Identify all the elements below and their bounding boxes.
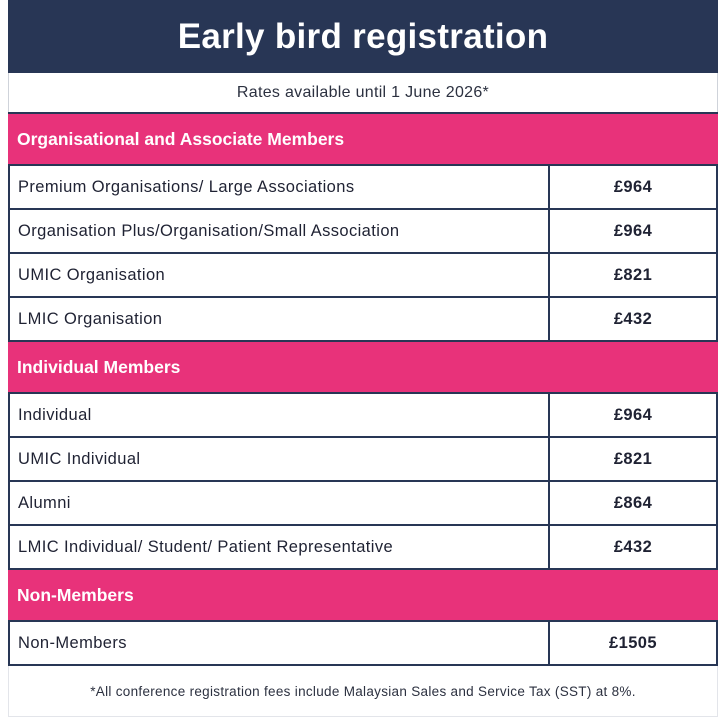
rates-availability-note: Rates available until 1 June 2026* (8, 73, 718, 112)
table-row (8, 436, 718, 480)
row-price: £1505 (609, 633, 657, 652)
row-price: £964 (613, 177, 653, 196)
row-price: £432 (613, 537, 653, 556)
table-row (8, 620, 718, 666)
table-row (8, 296, 718, 340)
section-individual-members: Individual Members (8, 340, 718, 392)
table-row (8, 208, 718, 252)
table-title: Early bird registration (8, 0, 718, 73)
section-non-members: Non-Members (8, 568, 718, 620)
table-row (8, 480, 718, 524)
row-price: £964 (613, 221, 653, 240)
row-price: £432 (613, 309, 653, 328)
row-price: £864 (613, 493, 653, 512)
row-label: Individual (10, 394, 550, 436)
table-row (8, 252, 718, 296)
row-price: £964 (613, 405, 653, 424)
row-label: Alumni (10, 482, 550, 524)
table-row (8, 392, 718, 436)
row-label: LMIC Individual/ Student/ Patient Representative (10, 526, 550, 568)
row-label: Premium Organisations/ Large Associations (10, 166, 550, 208)
table-row (8, 164, 718, 208)
table-row (8, 524, 718, 568)
row-label: LMIC Organisation (10, 298, 550, 340)
row-label: UMIC Individual (10, 438, 550, 480)
section-organisational-members: Organisational and Associate Members (8, 112, 718, 164)
row-label: Organisation Plus/Organisation/Small Association (10, 210, 550, 252)
row-label: UMIC Organisation (10, 254, 550, 296)
row-price: £821 (613, 449, 653, 468)
row-price: £821 (613, 265, 653, 284)
registration-table (8, 0, 718, 717)
row-label: Non-Members (10, 622, 550, 664)
tax-footnote: *All conference registration fees include Malaysian Sales and Service Tax (SST) at 8%. (8, 666, 718, 717)
